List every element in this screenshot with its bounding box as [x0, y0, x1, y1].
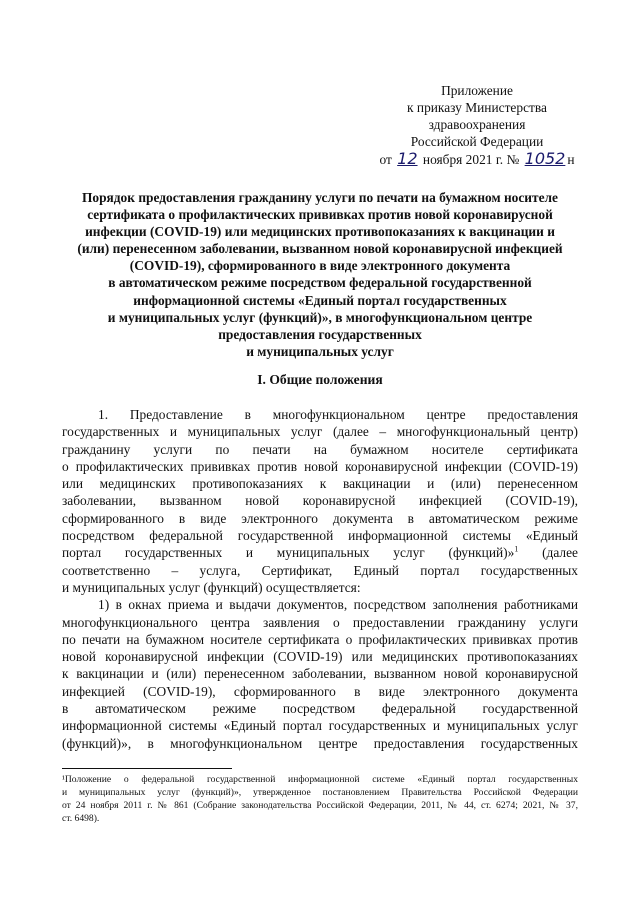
paragraph-text: (далее — [542, 545, 578, 561]
section-heading: I. Общие положения — [257, 372, 383, 387]
title-line: инфекции (COVID-19) или медицинских противопоказаниях к вакцинации и — [85, 224, 555, 240]
title-line: предоставления государственных — [218, 326, 422, 342]
body-text — [62, 406, 578, 752]
handwritten-number: 1052 — [524, 149, 566, 168]
date-prefix: от — [379, 152, 392, 167]
paragraph-line: государственных и муниципальных услуг (далее – многофункциональный центр) — [62, 424, 578, 440]
paragraph-line: информационной системы «Единый портал государственных и муниципальных услуг — [62, 718, 578, 734]
paragraph-line: по печати на бумажном носителе сертификата о профилактических прививках против — [62, 631, 578, 647]
document-title — [60, 189, 580, 360]
paragraph-line: сформированного в виде электронного документа в автоматическом режиме — [62, 510, 578, 526]
title-line: и муниципальных услуг (функций)», в многофункциональном центре — [107, 309, 533, 325]
title-line: (или) перенесенном заболевании, вызванном новой коронавирусной инфекцией — [77, 241, 563, 257]
paragraph-line: и муниципальных услуг (функций) осуществляется: — [62, 579, 361, 595]
paragraph-line: инфекцией (COVID-19), сформированного в виде электронного документа — [62, 683, 578, 699]
paragraph-line: к вакцинации и (или) перенесенном заболевании, вызванном новой коронавирусной — [62, 666, 578, 682]
footnote — [62, 773, 578, 825]
appendix-block — [362, 82, 592, 168]
date-month-year: ноября 2021 г. № — [422, 152, 520, 167]
paragraph-line: или медицинских противопоказаниях к вакцинации и (или) перенесенном — [62, 476, 578, 492]
appendix-line: здравоохранения — [428, 117, 526, 132]
paragraph-line: о профилактических прививках против новой коронавирусной инфекции (COVID-19) — [62, 458, 578, 474]
title-line: и муниципальных услуг — [246, 343, 394, 359]
paragraph-line: соответственно – услуга, Сертификат, Единый портал государственных — [62, 562, 578, 578]
appendix-line: Приложение — [441, 83, 513, 98]
footnote-ref: 1 — [514, 544, 519, 554]
title-line: в автоматическом режиме посредством федеральной государственной — [108, 275, 532, 291]
title-line: сертификата о профилактических прививках против новой коронавирусной — [87, 207, 553, 223]
paragraph-line: 1) в окнах приема и выдачи документов, посредством заполнения работниками — [98, 597, 578, 613]
paragraph-line: в автоматическом режиме посредством федеральной государственной — [62, 701, 578, 717]
paragraph-line-with-footnote — [62, 544, 578, 561]
title-line: (COVID-19), сформированного в виде электронного документа — [129, 258, 511, 274]
paragraph-text: портал государственных и муниципальных услуг (функций)» — [62, 545, 515, 561]
footnote-line: ст. 6498). — [62, 813, 100, 824]
title-line: информационной системы «Единый портал государственных — [133, 292, 507, 308]
appendix-line: Российской Федерации — [410, 134, 544, 149]
footnote-line: и муниципальных услуг (функций)», утвержденное постановлением Правительства Российской Федерации — [62, 787, 578, 798]
footnote-line: ¹Положение о федеральной государственной информационной системе «Единый портал государственных — [62, 774, 578, 785]
paragraph-line: 1. Предоставление в многофункциональном центре предоставления — [98, 407, 578, 422]
handwritten-day: 12 — [397, 149, 418, 168]
paragraph-line: посредством федеральной государственной информационной системы «Единый — [62, 528, 578, 544]
paragraph-line: (функций)», в многофункциональном центре предоставления государственных — [62, 735, 578, 751]
paragraph-line: заболевании, вызванном новой коронавирусной инфекцией (COVID-19), — [62, 493, 578, 509]
number-suffix: н — [567, 152, 575, 167]
footnote-line: от 24 ноября 2011 г. № 861 (Собрание законодательства Российской Федерации, 2011, № 44, ст. 6274; 2021, № 37, — [62, 800, 578, 811]
title-line: Порядок предоставления гражданину услуги по печати на бумажном носителе — [81, 190, 558, 205]
paragraph-line: новой коронавирусной инфекции (COVID-19) или медицинских противопоказаниях — [62, 649, 578, 665]
paragraph-line: многофункционального центра заявления о предоставлении гражданину услуги — [62, 614, 578, 630]
footnote-divider — [62, 768, 232, 769]
appendix-line: к приказу Министерства — [407, 100, 547, 115]
order-date-line — [362, 150, 592, 168]
paragraph-line: гражданину услуги по печати на бумажном носителе сертификата — [62, 441, 578, 457]
